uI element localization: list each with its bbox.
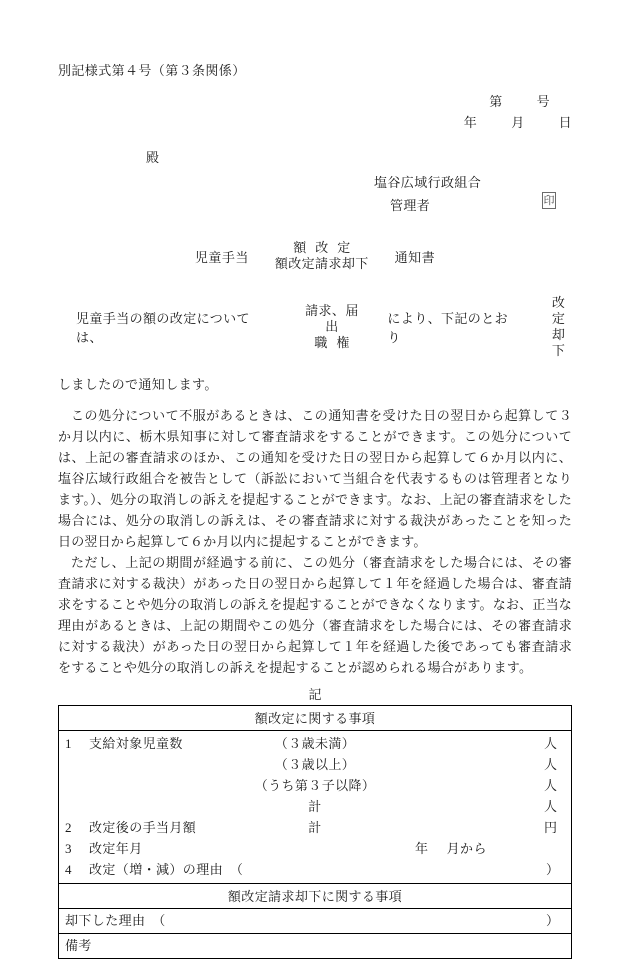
revision-date-fields	[415, 838, 487, 859]
remarks-cell	[59, 934, 572, 959]
title-right: 通知書	[394, 249, 436, 265]
title-variant-stack	[275, 240, 369, 273]
title-left: 児童手当	[194, 249, 249, 265]
row-unit: 円	[543, 820, 557, 836]
lead-closing: しましたので通知します。	[58, 376, 218, 392]
date-label-month: 月	[511, 115, 525, 130]
row-unit: 人	[543, 799, 557, 815]
title-variant-top: 額改定	[293, 240, 360, 255]
table-row	[59, 775, 571, 796]
row-index: 1	[65, 736, 72, 752]
row-label: 改定（増・減）の理由 （	[89, 862, 244, 878]
table-row	[59, 934, 572, 959]
number-label-gou: 号	[536, 94, 550, 109]
issuer-block	[58, 172, 572, 214]
document-title	[58, 240, 572, 273]
table-row	[59, 796, 571, 817]
document-body	[58, 60, 572, 959]
lead-result-top: 改定	[551, 294, 566, 326]
row-midtext: 計	[308, 799, 322, 815]
amount-revision-details-cell	[59, 731, 572, 884]
row-midtext: （うち第３子以降）	[254, 778, 376, 794]
row-midtext: 計	[308, 820, 322, 836]
row-unit: 人	[543, 757, 557, 773]
addressee-suffix: 殿	[146, 150, 160, 165]
table-row-revision-reason	[59, 859, 571, 880]
number-label-dai: 第	[489, 94, 503, 109]
table-row	[59, 706, 572, 731]
form-table	[58, 705, 572, 959]
date-line	[58, 112, 572, 131]
row-index: 4	[65, 862, 72, 878]
table-row	[59, 733, 571, 754]
appeal-paragraph-1: この処分について不服があるときは、この通知書を受けた日の翌日から起算して３か月以内に、栃木県知事に対して審査請求をすることができます。この処分については、上記の審査請求のほか、この通知を受けた日の翌日から起算して６か月以内に、塩谷広域行政組合を被告として（訴訟において当組合を代表するものは管理者となります。）、処分の取消しの訴えを提起することができます。なお、上記の審査請求をした場合には、処分の取消しの訴えは、その審査請求に対する裁決があったことを知った日の翌日から起算して６か月以内に提起することができます。	[58, 407, 572, 549]
row-index: 3	[65, 841, 72, 857]
table-row	[59, 731, 572, 884]
addressee-line	[58, 147, 572, 166]
date-label-day: 日	[558, 115, 572, 130]
date-label-year: 年	[463, 115, 478, 130]
revision-month-label: 月から	[446, 841, 487, 857]
rejection-reason-cell	[59, 909, 572, 934]
row-label: 支給対象児童数	[89, 736, 183, 752]
lead-result-bottom: 却下	[551, 327, 566, 359]
row-unit: 人	[543, 778, 557, 794]
revision-year-label: 年	[415, 841, 429, 857]
form-number: 別記様式第４号（第３条関係）	[58, 63, 246, 78]
lead-method-bottom: 職権	[314, 335, 359, 351]
title-variant-bottom: 額改定請求却下	[274, 256, 369, 272]
row-label: 改定年月	[89, 841, 143, 857]
remarks-row	[59, 934, 571, 958]
lead-result-stack	[545, 295, 572, 360]
row-midtext: （３歳以上）	[274, 757, 356, 773]
row-paren-close: ）	[545, 862, 559, 878]
rejection-reason-row	[59, 909, 571, 933]
row-unit: 人	[543, 736, 557, 752]
ki-marker: 記	[308, 687, 322, 703]
lead-method-stack	[298, 303, 365, 352]
table-row	[59, 909, 572, 934]
remarks-label: 備考	[65, 938, 92, 954]
row-paren-close: ）	[545, 913, 559, 929]
table-row-revision-date	[59, 838, 571, 859]
lead-method-top: 請求、届出	[305, 302, 359, 334]
lead-sentence	[58, 295, 572, 360]
table-row	[59, 754, 571, 775]
table-row	[59, 884, 572, 909]
issuer-organization: 塩谷広域行政組合	[374, 175, 482, 190]
section-header-rejection: 額改定請求却下に関する事項	[59, 884, 572, 909]
appeal-paragraph-2: ただし、上記の期間が経過する前に、この処分（審査請求をした場合には、その審査請求に対する裁決）があった日の翌日から起算して１年を経過した場合は、審査請求をすることや処分の取消しの訴えを提起することができなくなります。なお、正当な理由があるときは、上記の期間やこの処分（審査請求をした場合には、その審査請求に対する裁決）があった日の翌日から起算して１年を経過した後であっても審査請求をすることや処分の取消しの訴えを提起することが認められる場合があります。	[58, 554, 572, 676]
row-midtext: （３歳未満）	[274, 736, 356, 752]
rejection-reason-label: 却下した理由 （	[65, 913, 166, 929]
row-index: 2	[65, 820, 72, 836]
issuer-role: 管理者	[390, 198, 431, 213]
table-row	[59, 817, 571, 838]
section-header-amount-revision: 額改定に関する事項	[59, 706, 572, 731]
lead-part-two: により、下記のとおり	[387, 311, 508, 345]
seal-stamp-icon: 印	[542, 192, 556, 209]
row-label: 改定後の手当月額	[89, 820, 197, 836]
document-number-line	[58, 91, 572, 110]
lead-part-one: 児童手当の額の改定については、	[76, 311, 250, 345]
